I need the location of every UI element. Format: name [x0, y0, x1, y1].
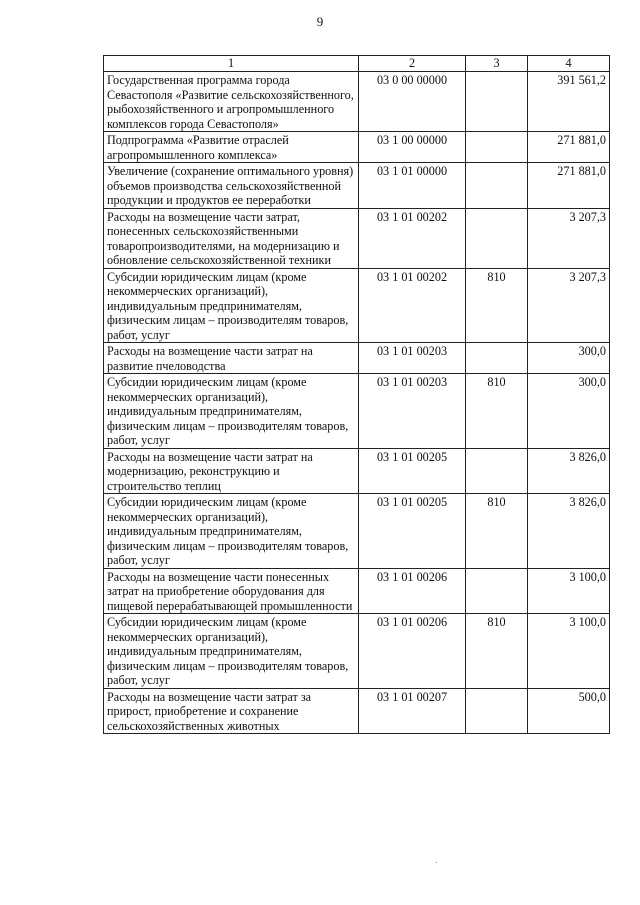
- table-header-row: [104, 56, 610, 72]
- column-header-kind: 3: [466, 56, 528, 72]
- row-kind: 810: [466, 494, 528, 569]
- table-row: [104, 568, 610, 614]
- row-code: 03 1 01 00206: [359, 568, 466, 614]
- row-code: 03 1 01 00207: [359, 688, 466, 734]
- table-row: [104, 688, 610, 734]
- row-amount: 3 207,3: [528, 208, 610, 268]
- row-amount: 3 207,3: [528, 268, 610, 343]
- table-row: [104, 268, 610, 343]
- row-amount: 271 881,0: [528, 163, 610, 209]
- row-amount: 3 100,0: [528, 568, 610, 614]
- row-code: 03 1 01 00203: [359, 374, 466, 449]
- row-kind: 810: [466, 374, 528, 449]
- row-code: 03 1 01 00206: [359, 614, 466, 689]
- page-number: 9: [316, 14, 324, 29]
- table-row: [104, 614, 610, 689]
- row-name: Субсидии юридическим лицам (кроме некоммерческих организаций), индивидуальным предпринимателям, физическим лицам – производителям товаров, работ, услуг: [104, 268, 359, 343]
- row-kind: [466, 208, 528, 268]
- scan-speck: [436, 862, 437, 863]
- row-name: Государственная программа города Севастополя «Развитие сельскохозяйственного, рыбохозяйственного и агропромышленного комплексов города Севастополя»: [104, 72, 359, 132]
- row-code: 03 1 01 00203: [359, 343, 466, 374]
- row-name: Расходы на возмещение части затрат за прирост, приобретение и сохранение сельскохозяйственных животных: [104, 688, 359, 734]
- row-kind: [466, 568, 528, 614]
- row-amount: 500,0: [528, 688, 610, 734]
- column-header-name: 1: [104, 56, 359, 72]
- row-kind: [466, 163, 528, 209]
- table-row: [104, 72, 610, 132]
- table-row: [104, 343, 610, 374]
- table-row: [104, 163, 610, 209]
- row-name: Расходы на возмещение части затрат на развитие пчеловодства: [104, 343, 359, 374]
- row-kind: 810: [466, 268, 528, 343]
- row-amount: 3 826,0: [528, 448, 610, 494]
- table-row: [104, 208, 610, 268]
- row-amount: 300,0: [528, 343, 610, 374]
- row-code: 03 1 01 00205: [359, 494, 466, 569]
- row-name: Субсидии юридическим лицам (кроме некоммерческих организаций), индивидуальным предпринимателям, физическим лицам – производителям товаров, работ, услуг: [104, 494, 359, 569]
- row-name: Расходы на возмещение части затрат на модернизацию, реконструкцию и строительство теплиц: [104, 448, 359, 494]
- row-amount: 271 881,0: [528, 132, 610, 163]
- row-amount: 391 561,2: [528, 72, 610, 132]
- row-name: Расходы на возмещение части понесенных затрат на приобретение оборудования для пищевой перерабатывающей промышленности: [104, 568, 359, 614]
- column-header-amount: 4: [528, 56, 610, 72]
- row-kind: [466, 72, 528, 132]
- row-amount: 300,0: [528, 374, 610, 449]
- table-row: [104, 494, 610, 569]
- row-kind: 810: [466, 614, 528, 689]
- row-code: 03 0 00 00000: [359, 72, 466, 132]
- budget-table: [103, 55, 610, 734]
- row-code: 03 1 01 00202: [359, 268, 466, 343]
- table-row: [104, 448, 610, 494]
- row-code: 03 1 00 00000: [359, 132, 466, 163]
- row-name: Подпрограмма «Развитие отраслей агропромышленного комплекса»: [104, 132, 359, 163]
- row-code: 03 1 01 00202: [359, 208, 466, 268]
- row-amount: 3 826,0: [528, 494, 610, 569]
- row-amount: 3 100,0: [528, 614, 610, 689]
- column-header-code: 2: [359, 56, 466, 72]
- table-row: [104, 132, 610, 163]
- row-code: 03 1 01 00205: [359, 448, 466, 494]
- row-kind: [466, 688, 528, 734]
- row-kind: [466, 132, 528, 163]
- table-row: [104, 374, 610, 449]
- row-kind: [466, 448, 528, 494]
- row-name: Увеличение (сохранение оптимального уровня) объемов производства сельскохозяйственной продукции и продуктов ее переработки: [104, 163, 359, 209]
- row-name: Субсидии юридическим лицам (кроме некоммерческих организаций), индивидуальным предпринимателям, физическим лицам – производителям товаров, работ, услуг: [104, 614, 359, 689]
- row-code: 03 1 01 00000: [359, 163, 466, 209]
- row-name: Расходы на возмещение части затрат, понесенных сельскохозяйственными товаропроизводителями, на модернизацию и обновление сельскохозяйственной техники: [104, 208, 359, 268]
- row-kind: [466, 343, 528, 374]
- row-name: Субсидии юридическим лицам (кроме некоммерческих организаций), индивидуальным предпринимателям, физическим лицам – производителям товаров, работ, услуг: [104, 374, 359, 449]
